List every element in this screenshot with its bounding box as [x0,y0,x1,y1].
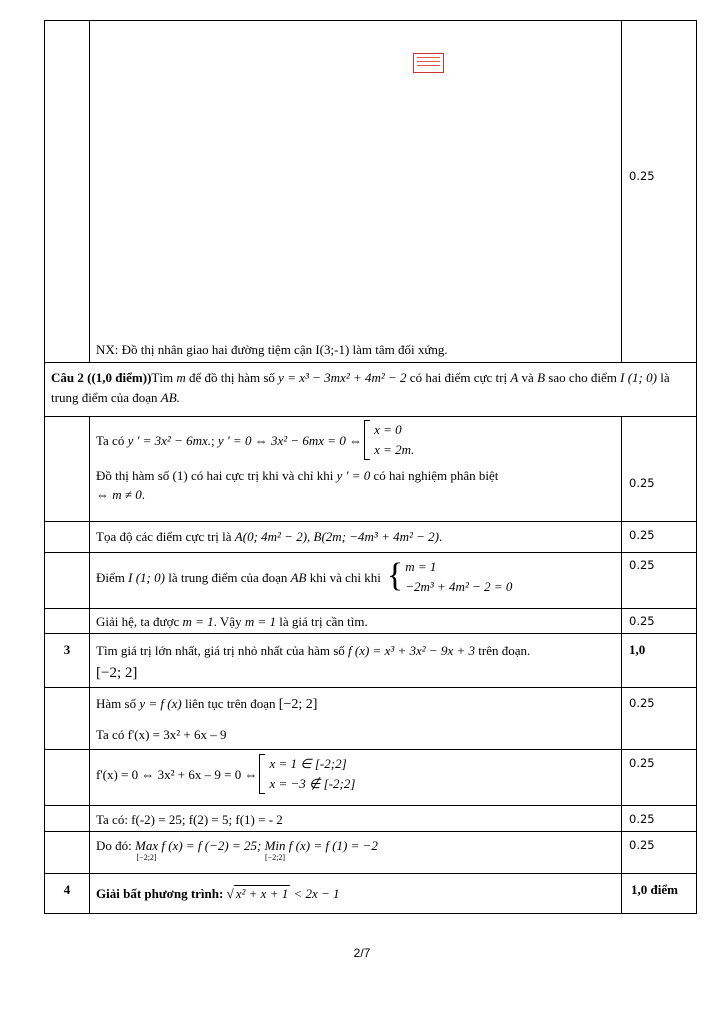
question-number: 3 [45,634,90,688]
step-cell: Do đó: Max [−2;2] f (x) = f (−2) = 25; Min [−2;2] f (x) = f (1) = −2 [90,832,622,874]
score: 1,0 [629,642,646,657]
answer-table [44,20,697,914]
row-number-cell [45,21,90,363]
score: 0.25 [629,838,655,852]
question-3-cell: Tìm giá trị lớn nhất, giá trị nhỏ nhất của hàm số f (x) = x³ + 3x² − 9x + 3 trên đoạn. [−2; 2] [90,634,622,688]
page-number: 2/7 [353,946,371,960]
score: 0.25 [629,696,655,710]
step-cell: Điểm I (1; 0) là trung điểm của đoạn AB khi và chỉ khi { m = 1 −2m³ + 4m² − 2 = 0 [90,553,622,609]
score: 0.25 [629,476,655,490]
step-cell: f'(x) = 0 ⇔ 3x² + 6x – 9 = 0 ⇔ x = 1 ∈ [-2;2] x = −3 ∉ [-2;2] [90,750,622,806]
question-points: (1,0 điểm) [91,370,148,385]
score: 0.25 [629,528,655,542]
graph-note: NX: Đồ thị nhân giao hai đường tiệm cận I(3;-1) làm tâm đối xứng. [96,342,448,357]
step-cell: Hàm số y = f (x) liên tục trên đoạn [−2; 2] Ta có f'(x) = 3x² + 6x – 9 [90,688,622,750]
score: 0.25 [629,169,655,183]
score: 0.25 [629,756,655,770]
score: 0.25 [629,812,655,826]
score: 0.25 [629,558,655,572]
equation-system: x = 0 x = 2m. [364,420,414,460]
step-cell: Ta có y ' = 3x² − 6mx. ; y ' = 0 ⇔ 3x² − 6mx = 0 ⇔ x = 0 x = 2m. Đồ thị hàm số (1) có hai cực trị khi và chỉ khi y ' = 0 có hai nghiệm phân biệt ⇔ m ≠ 0. [90,417,622,522]
question-2-cell: Câu 2 ((1,0 điểm))Tìm m để đồ thị hàm số y = x³ − 3mx² + 4m² − 2 có hai điểm cực trị A và B sao cho điểm I (1; 0) là trung điểm của đoạn AB. [45,363,697,417]
step-cell: Giải hệ, ta được m = 1. Vậy m = 1 là giá trị cần tìm. [90,609,622,634]
score-cell [622,21,697,363]
equation-system: { m = 1 −2m³ + 4m² − 2 = 0 [386,557,513,594]
step-cell: Tọa độ các điểm cực trị là A(0; 4m² − 2), B(2m; −4m³ + 4m² − 2). [90,522,622,553]
question-4-cell: Giải bất phương trình: √ x² + x + 1 < 2x − 1 [90,874,622,914]
score: 0.25 [629,614,655,628]
question-label: Câu 2 [51,370,84,385]
question-number: 4 [45,874,90,914]
step-cell: Ta có: f(-2) = 25; f(2) = 5; f(1) = - 2 [90,806,622,832]
graph-cell [90,21,622,363]
score: 1,0 điểm [631,882,678,897]
equation-system: x = 1 ∈ [-2;2] x = −3 ∉ [-2;2] [259,754,355,794]
function-formula: y = x³ − 3mx² + 4m² − 2 [278,370,407,385]
stamp-logo [413,53,444,73]
